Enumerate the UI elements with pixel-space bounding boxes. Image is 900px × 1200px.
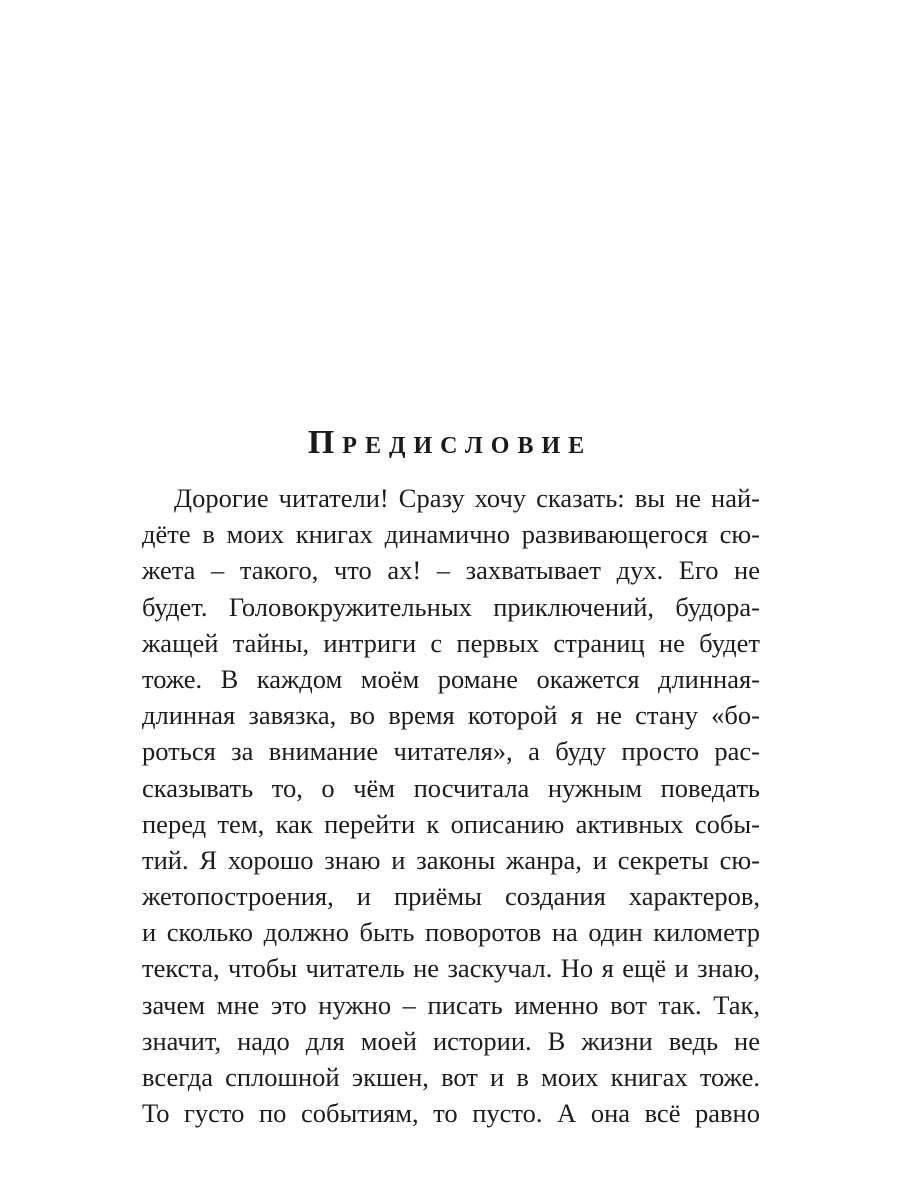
text-line: жетопостроения, и приёмы создания характеров, [142, 881, 760, 912]
text-line: Дорогие читатели! Сразу хочу сказать: вы не най- [174, 483, 760, 513]
text-line: будет. Головокружительных приключений, будора- [142, 591, 760, 622]
text-line: жета – такого, что ах! – захватывает дух. Его не [142, 555, 760, 586]
text-line: жащей тайны, интриги с первых страниц не будет [142, 627, 760, 658]
body-text [142, 480, 760, 1131]
text-line: сказывать то, о чём посчитала нужным поведать [142, 772, 760, 803]
text-line: всегда сплошной экшен, вот и в моих книгах тоже. [142, 1062, 760, 1092]
text-line: и сколько должно быть поворотов на один километр [142, 917, 760, 948]
text-line: текста, чтобы читатель не заскучал. Но я ещё и знаю, [142, 953, 760, 984]
chapter-heading: Предисловие [307, 424, 593, 461]
text-line: зачем мне это нужно – писать именно вот так. Так, [142, 989, 760, 1020]
text-line: тий. Я хорошо знаю и законы жанра, и секреты сю- [142, 844, 760, 875]
text-line: тоже. В каждом моём романе окажется длинная- [142, 663, 760, 694]
text-line: роться за внимание читателя», а буду просто рас- [142, 736, 760, 767]
text-line: дёте в моих книгах динамично развивающегося сю- [142, 519, 760, 550]
text-line: длинная завязка, во время которой я не стану «бо- [142, 700, 760, 731]
text-line: То густо по событиям, то пусто. А она всё равно [142, 1098, 760, 1129]
text-line: перед тем, как перейти к описанию активных собы- [142, 808, 760, 839]
text-line: значит, надо для моей истории. В жизни ведь не [142, 1025, 760, 1056]
